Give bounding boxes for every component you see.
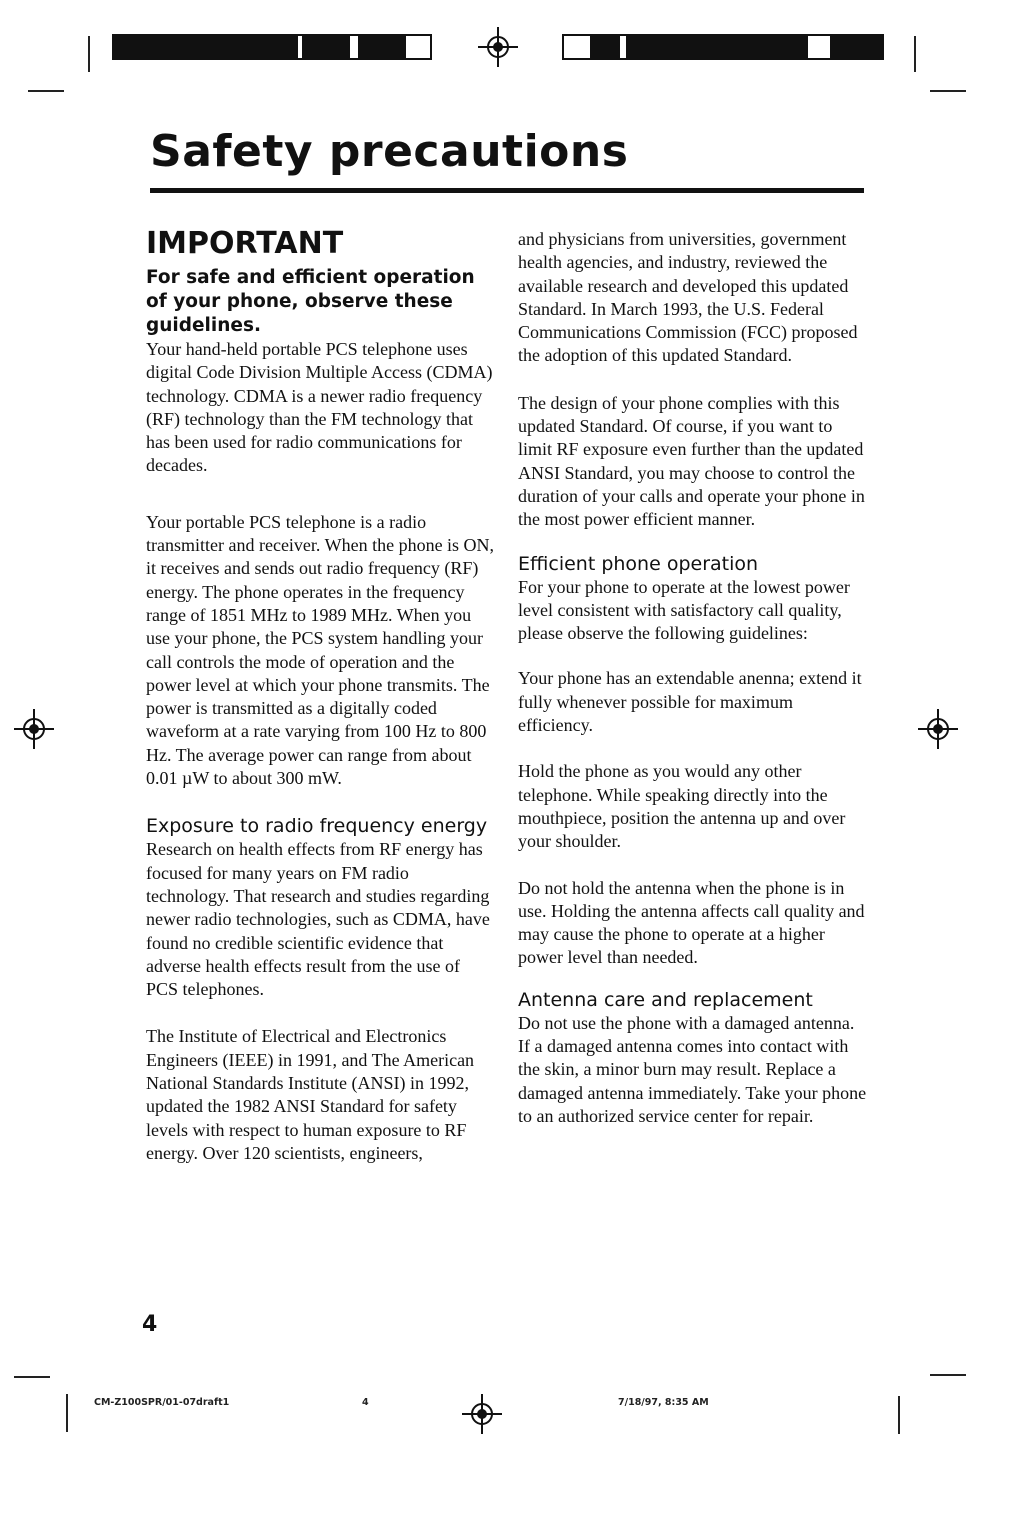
crop-mark-bottom-right-h [930, 1374, 966, 1376]
paragraph-damaged-antenna: Do not use the phone with a damaged antenna. If a damaged antenna comes into contact with the skin, a minor burn may result. Replace a damaged antenna immediately. Take your phone to an authorized service center for repair. [518, 1012, 867, 1126]
paragraph-ieee-ansi: The Institute of Electrical and Electronics Engineers (IEEE) in 1991, and The American National Standards Institute (ANSI) in 1992, updated the 1982 ANSI Standard for safety levels with respect to human exposure to RF energy. Over 120 scientists, engineers, [146, 1026, 475, 1163]
efficient-operation-heading: Efficient phone operation [518, 552, 759, 575]
antenna-care-heading: Antenna care and replacement [518, 988, 813, 1011]
color-bar-right [562, 34, 884, 60]
important-heading: IMPORTANT [146, 226, 344, 261]
page-number: 4 [142, 1312, 158, 1337]
registration-mark-right [918, 709, 958, 749]
title-rule [150, 188, 864, 193]
crop-mark-bottom-left-h [14, 1376, 50, 1378]
page-title: Safety precautions [150, 126, 629, 177]
registration-mark-top [478, 27, 518, 67]
crop-mark-top-right-h [930, 90, 966, 92]
paragraph-research: Research on health effects from RF energy has focused for many years on FM radio technology. That research and studies regarding newer radio technologies, such as CDMA, have found no credible scientific evidence that adverse health effects result from the use of PCS telephones. [146, 839, 490, 1000]
crop-mark-top-right [914, 36, 916, 72]
paragraph-cdma-intro: Your hand-held portable PCS telephone uses digital Code Division Multiple Access (CDMA) technology. CDMA is a newer radio frequency (RF) technology than the FM technology that has been used for radio communications for decades. [146, 339, 493, 476]
slug-date-time: 7/18/97, 8:35 AM [618, 1397, 709, 1408]
exposure-heading: Exposure to radio frequency energy [146, 815, 488, 838]
paragraph-do-not-hold-antenna: Do not hold the antenna when the phone is in use. Holding the antenna affects call quality and may cause the phone to operate at a higher power level than needed. [518, 877, 865, 968]
lead-guideline: For safe and efficient operation of your phone, observe these guidelines. [146, 267, 475, 336]
right-column [518, 228, 868, 1128]
paragraph-radio-transmitter: Your portable PCS telephone is a radio transmitter and receiver. When the phone is ON, it receives and sends out radio frequency (RF) energy. The phone operates in the frequency range of 1851 MHz to 1989 MHz. When you use your phone, the PCS system handling your call controls the mode of operation and the power level at which your phone transmits. The power is transmitted as a digitally coded waveform at a rate varying from 100 Hz to 800 Hz. The average power can range from about 0.01 µW to about 300 mW. [146, 511, 495, 789]
left-column [146, 226, 496, 1165]
paragraph-physicians: and physicians from universities, government health agencies, and industry, reviewed the available research and developed this updated Standard. In March 1993, the U.S. Federal Communications Commission (FCC) proposed the adoption of this updated Standard. [518, 229, 858, 366]
paragraph-extend-antenna: Your phone has an extendable anenna; extend it fully whenever possible for maximum efficiency. [518, 668, 862, 736]
paragraph-hold-phone: Hold the phone as you would any other telephone. While speaking directly into the mouthpiece, position the antenna up and over your shoulder. [518, 761, 846, 852]
crop-mark-bottom-left [66, 1394, 68, 1432]
registration-mark-left [14, 709, 54, 749]
paragraph-design-complies: The design of your phone complies with this updated Standard. Of course, if you want to limit RF exposure even further than the updated ANSI Standard, you may choose to control the duration of your calls and operate your phone in the most power efficient manner. [518, 392, 865, 530]
crop-mark-top-left [88, 36, 90, 72]
color-bar-left [112, 34, 432, 60]
registration-mark-bottom [462, 1394, 502, 1434]
slug-file-name: CM-Z100SPR/01-07draft1 [94, 1397, 230, 1408]
slug-page-number: 4 [362, 1397, 369, 1408]
crop-mark-top-left-h [28, 90, 64, 92]
crop-mark-bottom-right [898, 1396, 900, 1434]
paragraph-lowest-power: For your phone to operate at the lowest power level consistent with satisfactory call quality, please observe the following guidelines: [518, 576, 850, 644]
